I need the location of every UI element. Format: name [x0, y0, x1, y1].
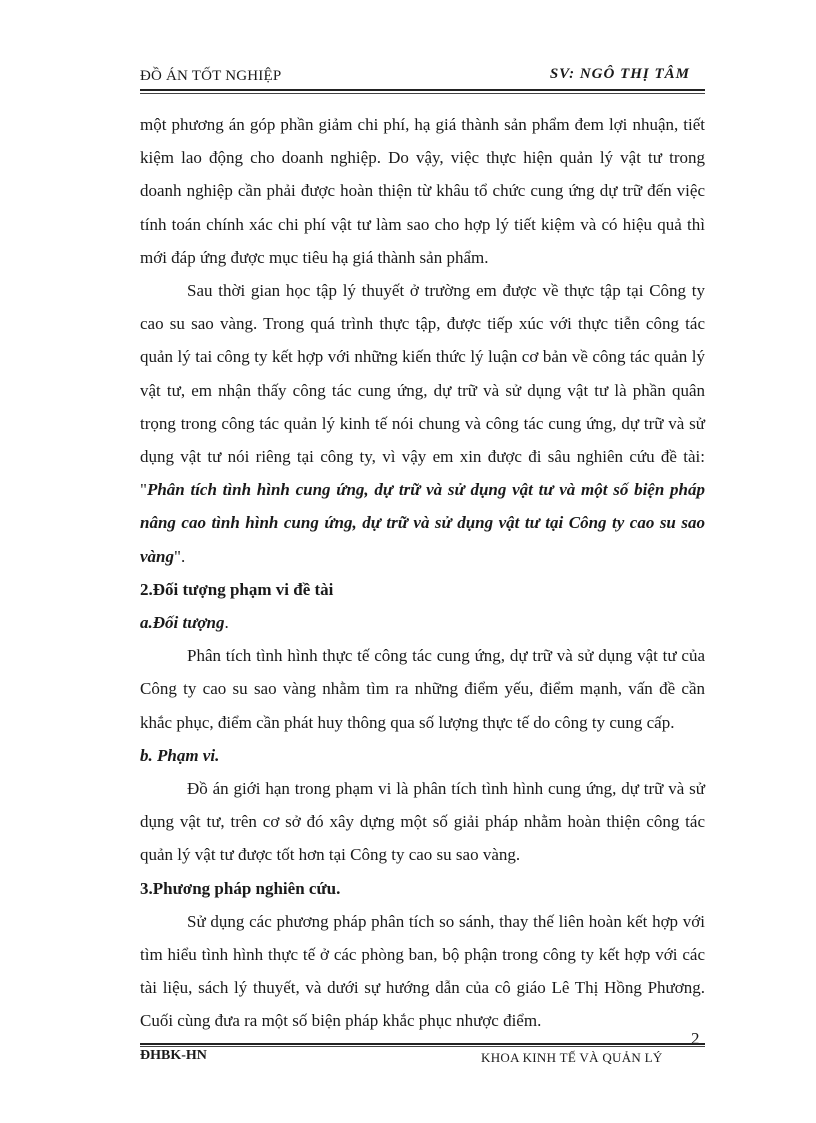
- section-heading-3: 3.Phương pháp nghiên cứu.: [140, 878, 341, 898]
- thesis-topic: Phân tích tình hình cung ứng, dự trữ và sử dụng vật tư và một số biện pháp nâng cao tình hình cung ứng, dự trữ và sử dụng vật tư tại Công ty cao su sao vàng: [140, 480, 705, 566]
- subsection-heading-b: b. Phạm vi.: [140, 745, 220, 765]
- paragraph-2: [140, 274, 705, 573]
- document-body: [140, 108, 705, 1038]
- paragraph-1: một phương án góp phần giảm chi phí, hạ giá thành sản phẩm đem lợi nhuận, tiết kiệm lao động cho doanh nghiệp. Do vậy, việc thực hiện quản lý vật tư trong doanh nghiệp cần phải được hoàn thiện từ khâu tổ chức cung ứng dự trữ đến việc tính toán chính xác chi phí vật tư làm sao cho hợp lý tiết kiệm và có hiệu quả thì mới đáp ứng được mục tiêu hạ giá thành sản phẩm.: [140, 115, 705, 267]
- paragraph-5: Sử dụng các phương pháp phân tích so sánh, thay thế liên hoàn kết hợp với tìm hiểu tình hình thực tế ở các phòng ban, bộ phận trong công ty kết hợp với các tài liệu, sách lý thuyết, và dưới sự hướng dẫn của cô giáo Lê Thị Hồng Phương. Cuối cùng đưa ra một số biện pháp khắc phục nhược điểm.: [140, 911, 705, 1031]
- section-heading-2: 2.Đối tượng phạm vi đề tài: [140, 579, 334, 599]
- page-number: 2: [691, 1029, 700, 1048]
- page-header: [140, 64, 700, 88]
- subsection-a: [140, 606, 705, 639]
- footer-faculty: KHOA KINH TẾ VÀ QUẢN LÝ: [481, 1050, 663, 1065]
- footer-university: ĐHBK-HN: [140, 1048, 207, 1063]
- header-title: ĐỒ ÁN TỐT NGHIỆP: [140, 68, 282, 84]
- paragraph-2-text: Sau thời gian học tập lý thuyết ở trường em được về thực tập tại Công ty cao su sao vàng. Trong quá trình thực tập, được tiếp xúc với thực tiễn công tác quản lý tai công ty kết hợp với những kiến thức lý luận cơ bản về công tác quản lý vật tư, em nhận thấy công tác cung ứng, dự trữ và sử dụng vật tư là phần quân trọng trong công tác quản lý kinh tế nói chung và công tác cung ứng, dự trữ và sử dụng vật tư nói riêng tại công ty, vì vậy em xin được đi sâu nghiên cứu đề tài: ": [140, 281, 705, 500]
- header-student-name: SV: NGÔ THỊ TÂM: [549, 66, 690, 82]
- paragraph-2-end: ".: [174, 546, 186, 566]
- paragraph-3: Phân tích tình hình thực tế công tác cung ứng, dự trữ và sử dụng vật tư của Công ty cao su sao vàng nhằm tìm ra những điểm yếu, điểm mạnh, vấn đề cần khắc phục, điểm cần phát huy thông qua số lượng thực tế do công ty cung cấp.: [140, 646, 705, 732]
- footer-rule-thin: [140, 1046, 705, 1047]
- paragraph-4: Đồ án giới hạn trong phạm vi là phân tích tình hình cung ứng, dự trữ và sử dụng vật tư, trên cơ sở đó xây dựng một số giải pháp nhằm hoàn thiện công tác quản lý vật tư được tốt hơn tại Công ty cao su sao vàng.: [140, 779, 705, 865]
- header-rule-thin: [140, 93, 705, 94]
- subsection-heading-a-dot: .: [224, 613, 229, 633]
- footer-rule: [140, 1043, 705, 1045]
- subsection-heading-a: a.Đối tượng: [140, 613, 225, 633]
- header-rule: [140, 89, 705, 91]
